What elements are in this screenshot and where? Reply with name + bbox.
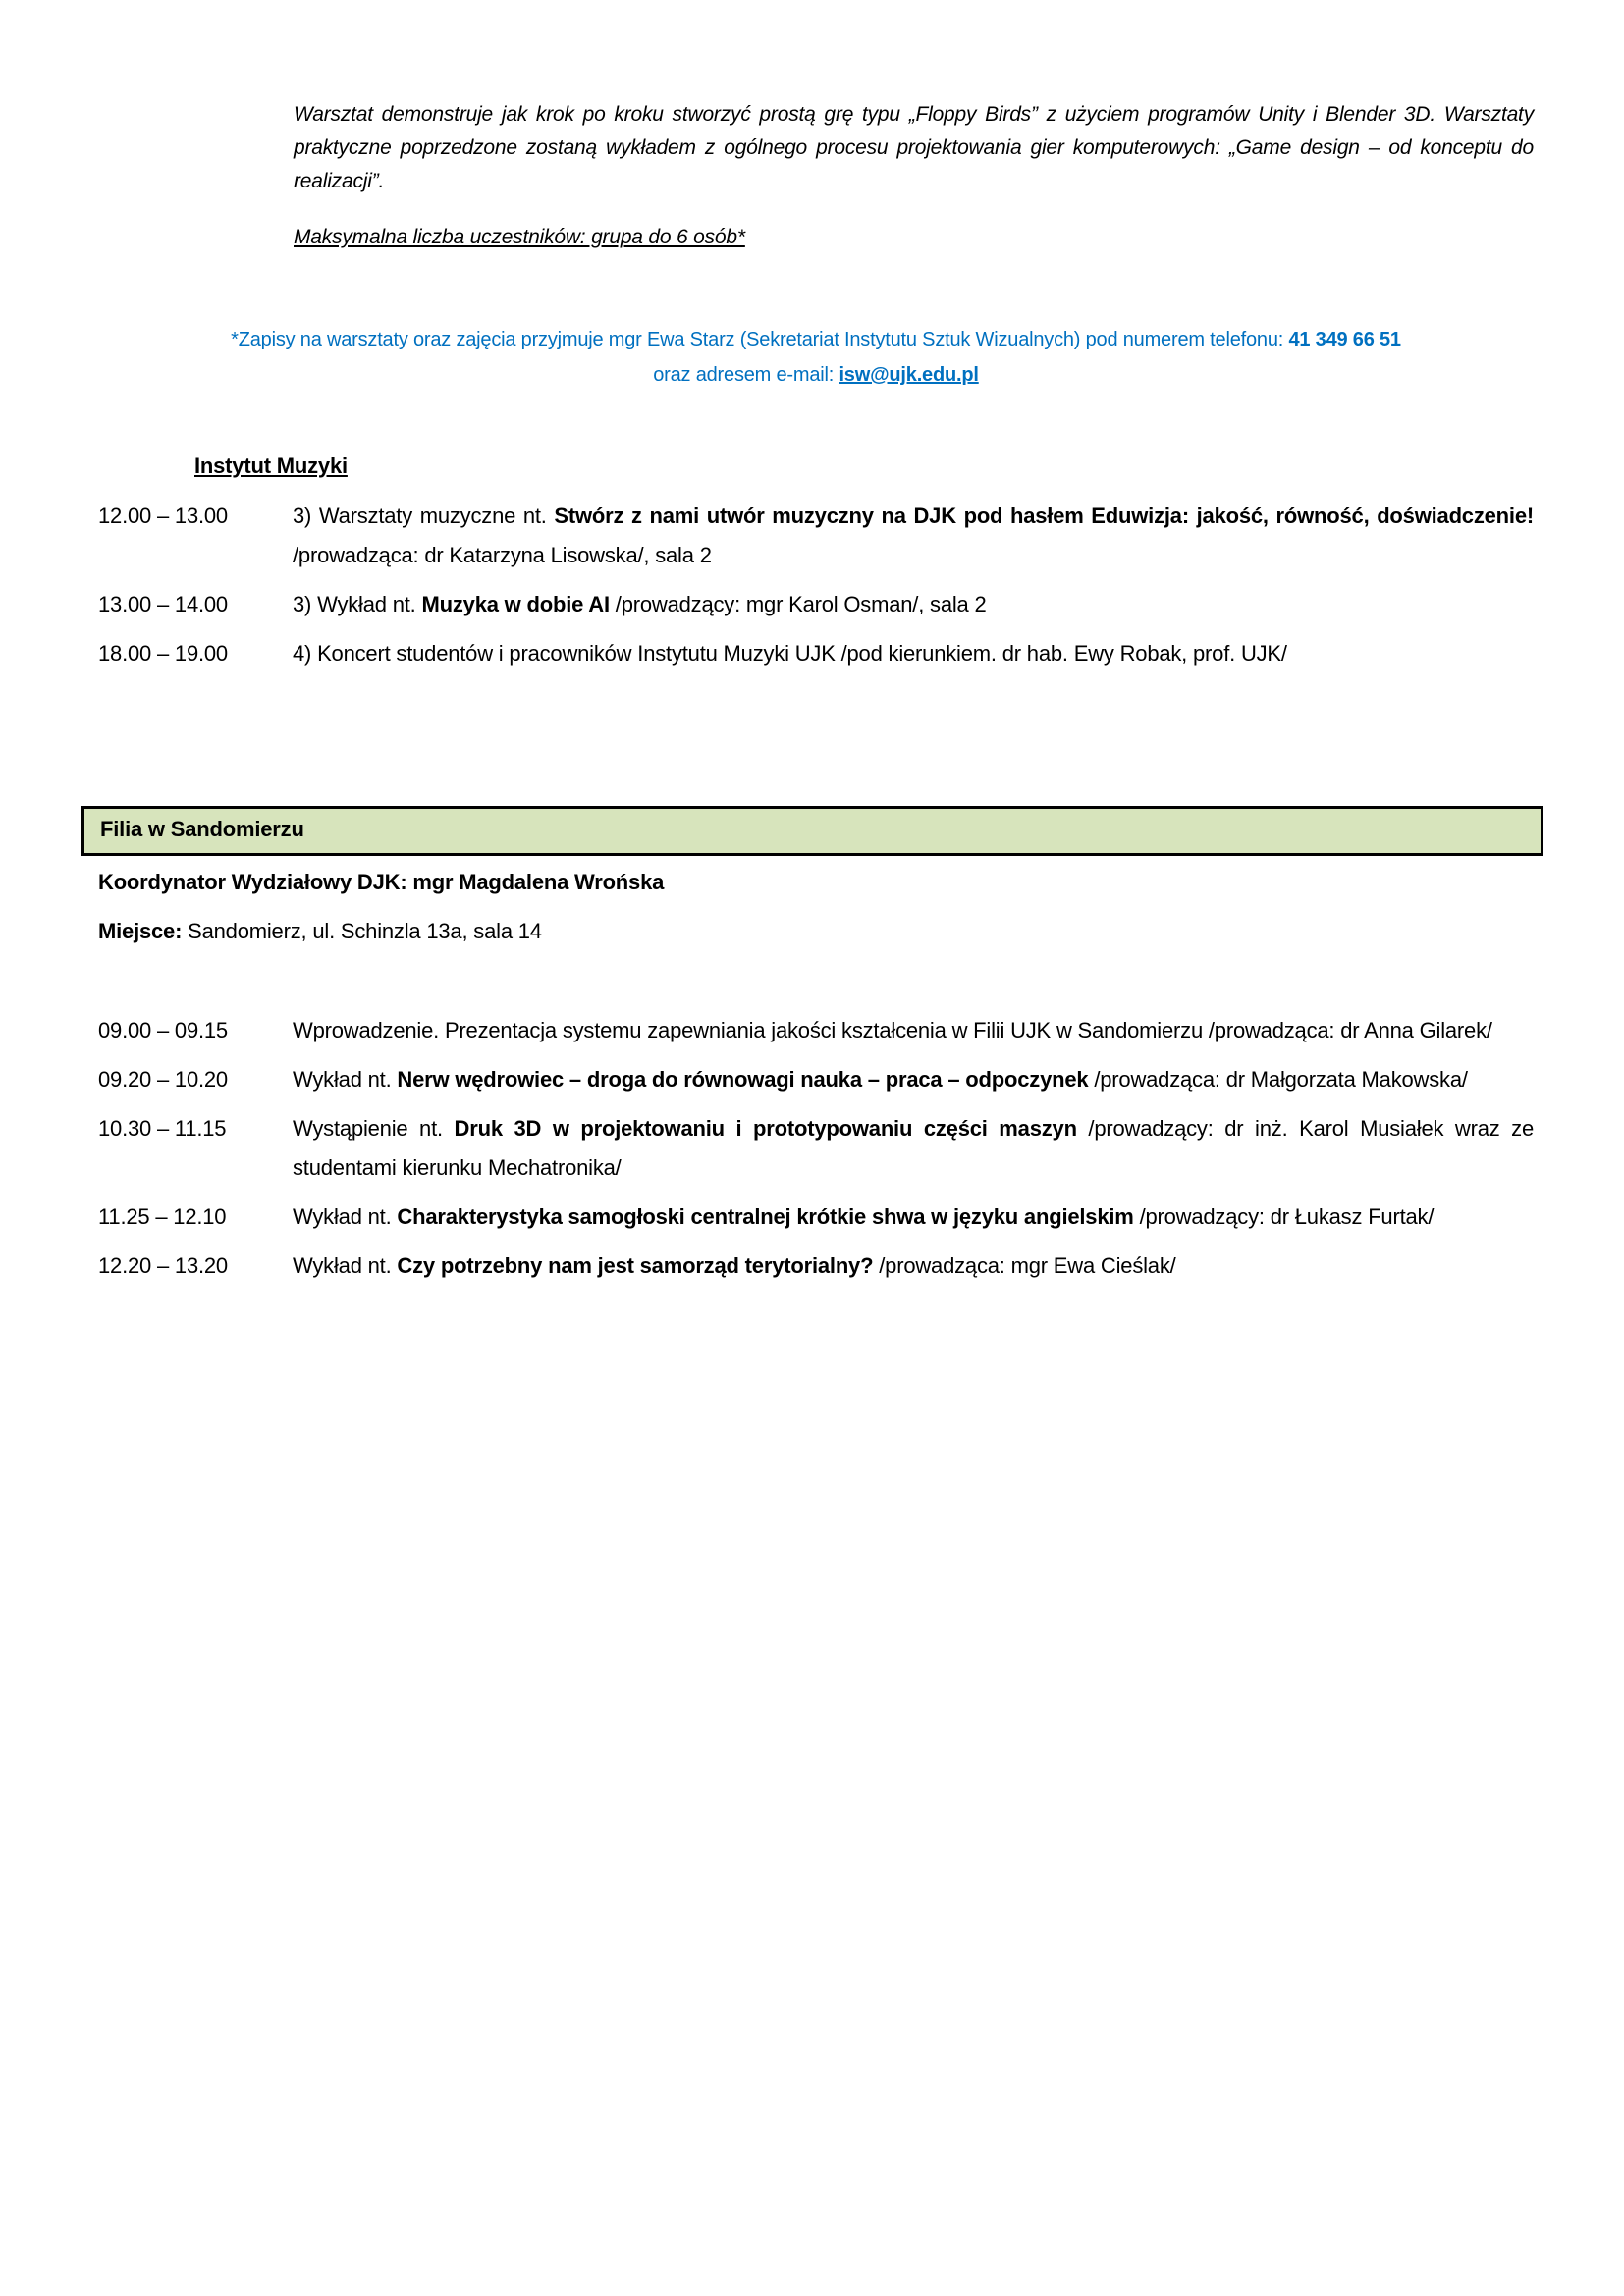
schedule-row xyxy=(98,497,1534,575)
music-institute-heading: Instytut Muzyki xyxy=(194,454,348,478)
schedule-description xyxy=(293,585,1534,624)
schedule-row xyxy=(98,1060,1534,1099)
event-host: /prowadząca: dr Małgorzata Makowska/ xyxy=(1088,1067,1468,1092)
event-type: Wykład nt. xyxy=(293,1204,398,1229)
event-type: Wprowadzenie. Prezentacja systemu zapewniania jakości kształcenia w Filii UJK w Sandomierzu /prowadząca: dr Anna Gilarek/ xyxy=(293,1018,1492,1042)
location-label: Miejsce: xyxy=(98,919,183,943)
schedule-row xyxy=(98,1247,1534,1286)
event-type: Wykład nt. xyxy=(293,1254,398,1278)
event-type: 3) Wykład nt. xyxy=(293,592,422,616)
event-host: /prowadząca: mgr Ewa Cieślak/ xyxy=(873,1254,1176,1278)
signup-email-link[interactable]: isw@ujk.edu.pl xyxy=(839,364,979,386)
schedule-time: 13.00 – 14.00 xyxy=(98,592,228,616)
schedule-description xyxy=(293,497,1534,575)
schedule-row xyxy=(98,1109,1534,1188)
event-title: Muzyka w dobie AI xyxy=(421,592,610,616)
location-value: Sandomierz, ul. Schinzla 13a, sala 14 xyxy=(182,919,542,943)
max-participants-note: Maksymalna liczba uczestników: grupa do 6 osób* xyxy=(294,226,745,248)
section-header-sandomierz xyxy=(81,806,1543,856)
signup-info xyxy=(98,322,1534,393)
workshop-description-text: Warsztat demonstruje jak krok po kroku stworzyć prostą grę typu „Floppy Birds” z użyciem programów Unity i Blender 3D. Warsztaty praktyczne poprzedzone zostaną wykładem z ogólnego procesu projektowania gier komputerowych: „Game design – od konceptu do realizacji”. xyxy=(294,103,1534,192)
signup-text: *Zapisy na warsztaty oraz zajęcia przyjmuje mgr Ewa Starz (Sekretariat Instytutu Sztuk Wizualnych) pod numerem telefonu: xyxy=(231,329,1289,350)
schedule-description xyxy=(293,634,1534,673)
schedule-description xyxy=(293,1198,1534,1237)
event-type: 4) Koncert studentów i pracowników Instytutu Muzyki UJK /pod kierunkiem. dr hab. Ewy Robak, prof. UJK/ xyxy=(293,641,1287,666)
schedule-row xyxy=(98,1198,1534,1237)
schedule-description xyxy=(293,1109,1534,1188)
event-type: Wykład nt. xyxy=(293,1067,398,1092)
schedule-time: 12.00 – 13.00 xyxy=(98,504,228,528)
schedule-time: 09.20 – 10.20 xyxy=(98,1067,228,1092)
music-schedule xyxy=(98,497,1534,683)
event-title: Czy potrzebny nam jest samorząd terytorialny? xyxy=(397,1254,874,1278)
schedule-time: 12.20 – 13.20 xyxy=(98,1254,228,1278)
schedule-row xyxy=(98,1011,1534,1050)
event-host: /prowadzący: dr inż. Karol Musiałek wraz ze studentami kierunku Mechatronika/ xyxy=(293,1116,1535,1180)
schedule-row xyxy=(98,634,1534,673)
schedule-row xyxy=(98,585,1534,624)
sandomierz-schedule xyxy=(98,1011,1534,1296)
schedule-description xyxy=(293,1060,1534,1099)
event-type: Wystąpienie nt. xyxy=(293,1116,455,1141)
faculty-coordinator: Koordynator Wydziałowy DJK: mgr Magdalena Wrońska xyxy=(98,870,665,894)
event-host: /prowadzący: dr Łukasz Furtak/ xyxy=(1133,1204,1435,1229)
event-location xyxy=(98,919,542,944)
workshop-description xyxy=(294,98,1534,198)
event-title: Druk 3D w projektowaniu i prototypowaniu części maszyn xyxy=(454,1116,1077,1141)
event-host: /prowadząca: dr Katarzyna Lisowska/, sala 2 xyxy=(293,543,712,567)
event-type: 3) Warsztaty muzyczne nt. xyxy=(293,504,555,528)
event-title: Stwórz z nami utwór muzyczny na DJK pod hasłem Eduwizja: jakość, równość, doświadczenie! xyxy=(554,504,1534,528)
event-title: Nerw wędrowiec – droga do równowagi nauka – praca – odpoczynek xyxy=(397,1067,1089,1092)
schedule-description xyxy=(293,1247,1534,1286)
event-title: Charakterystyka samogłoski centralnej krótkie shwa w języku angielskim xyxy=(397,1204,1134,1229)
schedule-time: 09.00 – 09.15 xyxy=(98,1018,228,1042)
signup-phone: 41 349 66 51 xyxy=(1288,329,1401,350)
schedule-time: 18.00 – 19.00 xyxy=(98,641,228,666)
section-title: Filia w Sandomierzu xyxy=(100,817,304,841)
schedule-description xyxy=(293,1011,1534,1050)
signup-email-label: oraz adresem e-mail: xyxy=(653,364,839,386)
schedule-time: 10.30 – 11.15 xyxy=(98,1116,227,1141)
event-host: /prowadzący: mgr Karol Osman/, sala 2 xyxy=(609,592,987,616)
schedule-time: 11.25 – 12.10 xyxy=(98,1204,227,1229)
